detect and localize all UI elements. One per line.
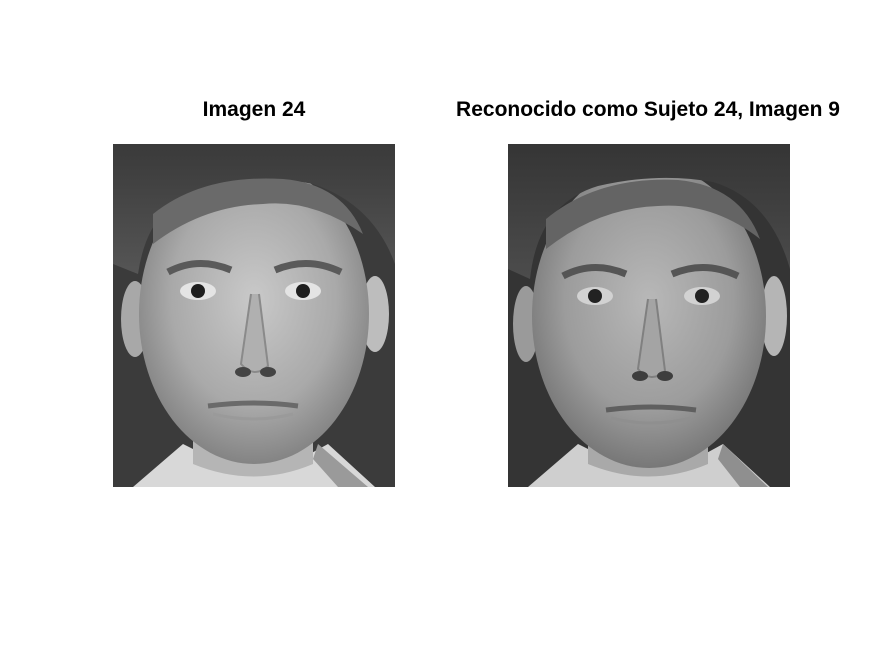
nostril-right [260,367,276,377]
left-pupil [588,289,602,303]
right-pupil [695,289,709,303]
matched-face-image [508,144,790,487]
nostril-left [632,371,648,381]
test-face-image [113,144,395,487]
nostril-left [235,367,251,377]
left-panel-title: Imagen 24 [202,98,306,121]
nostril-right [657,371,673,381]
left-pupil [191,284,205,298]
right-panel-title: Reconocido como Sujeto 24, Imagen 9 [456,98,840,121]
right-pupil [296,284,310,298]
